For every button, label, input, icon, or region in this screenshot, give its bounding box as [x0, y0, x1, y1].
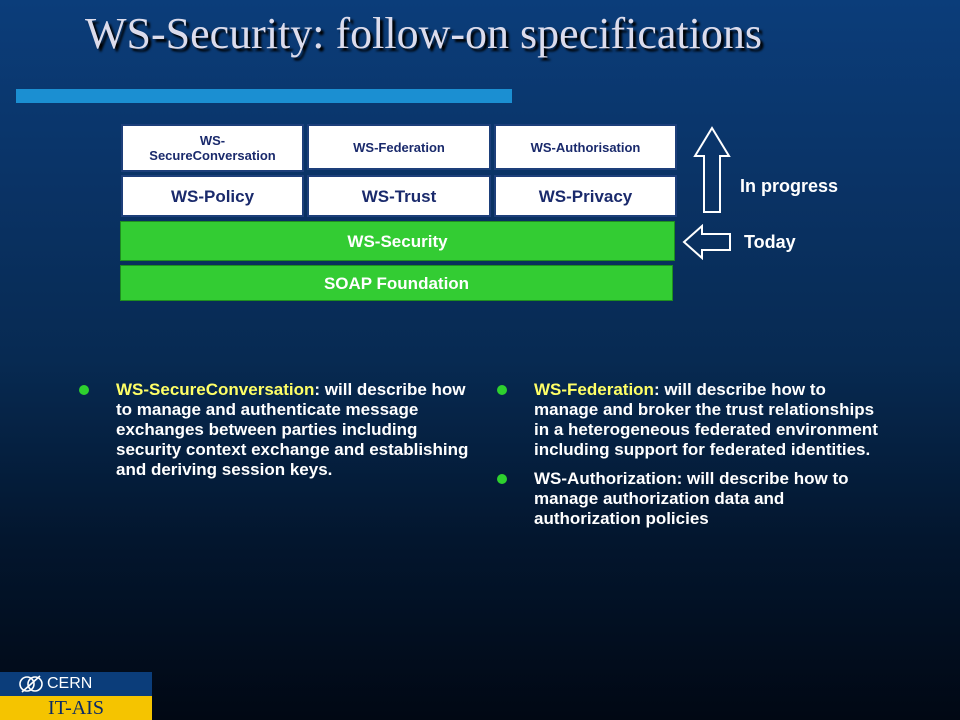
bullet-text: : will describe how to manage and broker the trust relationships in a heterogeneous federated environment including support for federated identities. [534, 380, 878, 459]
box-ws-trust: WS-Trust [307, 175, 491, 217]
cern-logo-icon [18, 674, 44, 694]
bullets-left [70, 380, 470, 489]
bullet-term: WS-Federation [534, 380, 654, 399]
left-arrow-icon [682, 224, 734, 260]
cern-text: CERN [47, 675, 93, 692]
bullet-text: : will describe how to manage and authenticate message exchanges between parties including security context exchange and establishing and deriving session keys. [116, 380, 469, 479]
up-arrow-icon [692, 126, 732, 216]
title-underline-bar [16, 89, 512, 103]
bullet-term: WS-SecureConversation [116, 380, 315, 399]
list-item [70, 380, 470, 480]
today-label: Today [744, 232, 796, 252]
box-ws-federation: WS-Federation [307, 124, 491, 170]
bullet-dot-icon [497, 385, 507, 395]
it-ais-label: IT-AIS [0, 696, 152, 720]
box-ws-policy: WS-Policy [121, 175, 304, 217]
bullet-dot-icon [79, 385, 89, 395]
box-ws-security: WS-Security [120, 221, 675, 261]
box-soap-foundation: SOAP Foundation [120, 265, 673, 301]
bullets-right [488, 380, 893, 538]
footer-logo [0, 672, 152, 720]
list-item [488, 380, 893, 460]
box-ws-privacy: WS-Privacy [494, 175, 677, 217]
slide-title: WS-Security: follow-on specifications [85, 9, 762, 58]
bullet-text: WS-Authorization: will describe how to manage authorization data and authorization policies [534, 469, 849, 528]
box-ws-authorisation: WS-Authorisation [494, 124, 677, 170]
box-ws-secureconversation: WS- SecureConversation [121, 124, 304, 172]
cern-banner [0, 672, 152, 696]
in-progress-label: In progress [740, 176, 839, 196]
list-item [488, 469, 893, 529]
bullet-dot-icon [497, 474, 507, 484]
